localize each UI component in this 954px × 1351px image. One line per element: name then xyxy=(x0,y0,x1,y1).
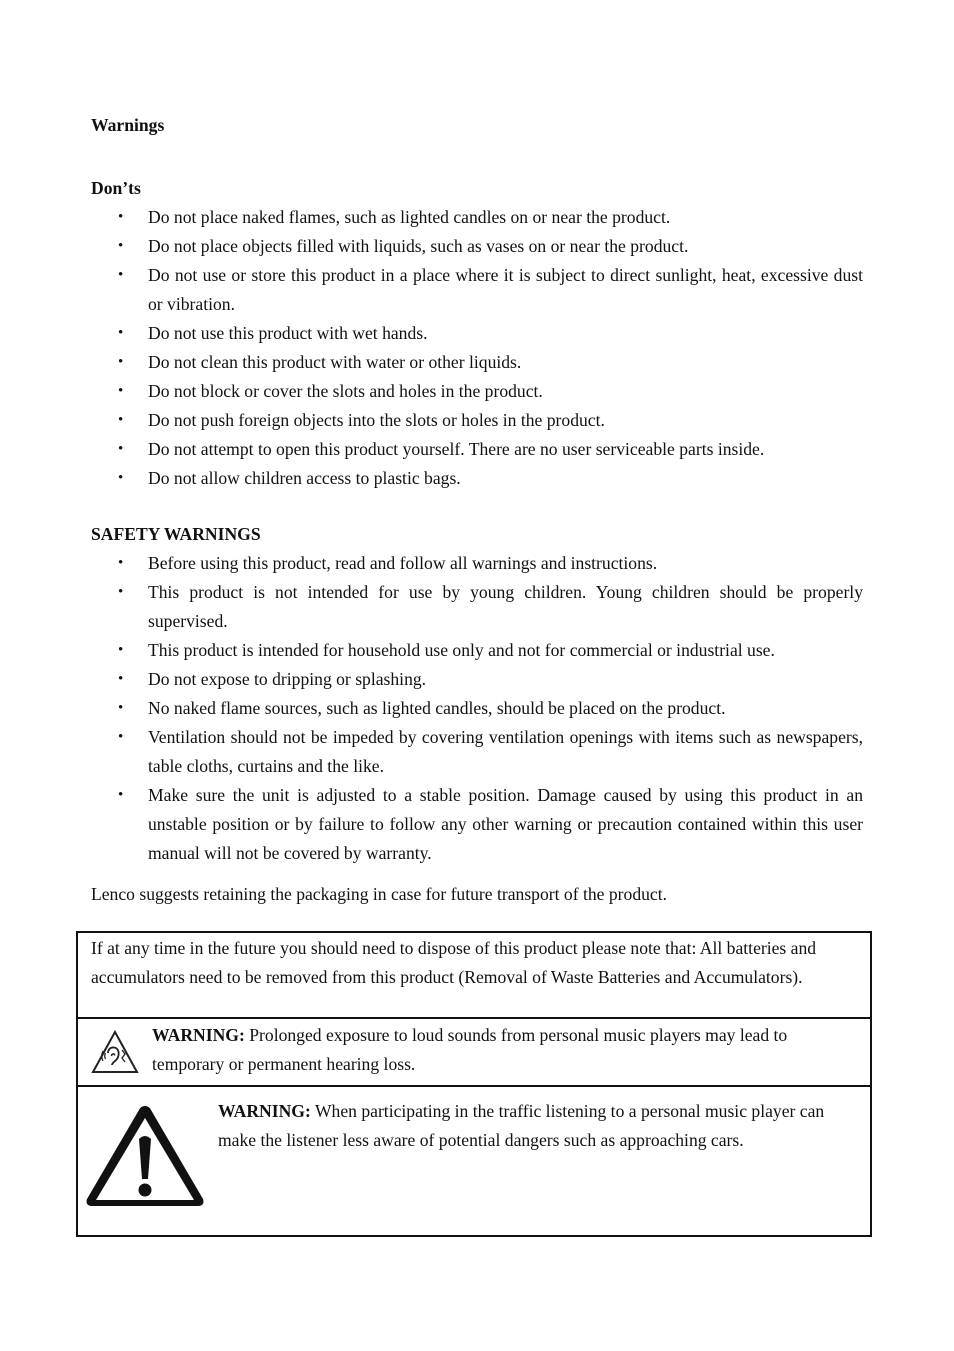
bullet: • xyxy=(118,642,124,658)
list-item: • Do not allow children access to plastic bags. xyxy=(91,464,863,493)
bullet: • xyxy=(118,209,124,225)
donts-heading: Don’ts xyxy=(91,178,141,198)
bullet: • xyxy=(118,354,124,370)
bullet: • xyxy=(118,383,124,399)
bullet: • xyxy=(118,267,124,283)
list-item: • Do not place objects filled with liquids, such as vases on or near the product. xyxy=(91,232,863,261)
disposal-notice-box xyxy=(76,931,872,1019)
bullet: • xyxy=(118,700,124,716)
list-item: • Make sure the unit is adjusted to a stable position. Damage caused by using this product in an unstable position or by failure to follow any other warning or precaution contained within this user manual will not be covered by warranty. xyxy=(91,781,863,868)
list-item: • Do not place naked flames, such as lighted candles on or near the product. xyxy=(91,203,863,232)
hearing-warning-box xyxy=(76,1017,872,1087)
bullet: • xyxy=(118,671,124,687)
bullet: • xyxy=(118,238,124,254)
page-title: Warnings xyxy=(91,115,165,135)
bullet: • xyxy=(118,412,124,428)
bullet: • xyxy=(118,729,124,745)
bullet: • xyxy=(118,787,124,803)
list-item: • No naked flame sources, such as lighted candles, should be placed on the product. xyxy=(91,694,863,723)
bullet: • xyxy=(118,584,124,600)
packaging-note: Lenco suggests retaining the packaging in case for future transport of the product. xyxy=(91,884,668,904)
hearing-warning-text: WARNING: Prolonged exposure to loud sounds from personal music players may lead to temporary or permanent hearing loss. xyxy=(152,1025,788,1074)
list-item: • Do not use this product with wet hands. xyxy=(91,319,863,348)
warning-label: WARNING: xyxy=(218,1101,311,1121)
list-item: • This product is not intended for use by young children. Young children should be properly supervised. xyxy=(91,578,863,636)
list-item: • Do not clean this product with water or other liquids. xyxy=(91,348,863,377)
list-item: • Do not attempt to open this product yourself. There are no user serviceable parts inside. xyxy=(91,435,863,464)
list-item: • Ventilation should not be impeded by covering ventilation openings with items such as newspapers, table cloths, curtains and the like. xyxy=(91,723,863,781)
exclamation-triangle-icon xyxy=(82,1101,208,1211)
list-item: • This product is intended for household use only and not for commercial or industrial use. xyxy=(91,636,863,665)
traffic-warning-box xyxy=(76,1085,872,1237)
list-item: • Do not block or cover the slots and holes in the product. xyxy=(91,377,863,406)
list-item: • Do not use or store this product in a place where it is subject to direct sunlight, heat, excessive dust or vibration. xyxy=(91,261,863,319)
list-item: • Do not expose to dripping or splashing. xyxy=(91,665,863,694)
safety-list xyxy=(91,549,863,868)
donts-list xyxy=(91,203,863,493)
list-item: • Do not push foreign objects into the slots or holes in the product. xyxy=(91,406,863,435)
bullet: • xyxy=(118,555,124,571)
disposal-text: If at any time in the future you should need to dispose of this product please note that: All batteries and accumulators need to be removed from this product (Removal of Waste Batteries and Accumulators). xyxy=(91,938,817,987)
hearing-warning-icon xyxy=(90,1029,140,1075)
bullet: • xyxy=(118,470,124,486)
safety-heading: SAFETY WARNINGS xyxy=(91,524,261,544)
bullet: • xyxy=(118,441,124,457)
bullet: • xyxy=(118,325,124,341)
warning-label: WARNING: xyxy=(152,1025,245,1045)
traffic-warning-text: WARNING: When participating in the traffic listening to a personal music player can make the listener less aware of potential dangers such as approaching cars. xyxy=(218,1101,825,1150)
list-item: • Before using this product, read and follow all warnings and instructions. xyxy=(91,549,863,578)
